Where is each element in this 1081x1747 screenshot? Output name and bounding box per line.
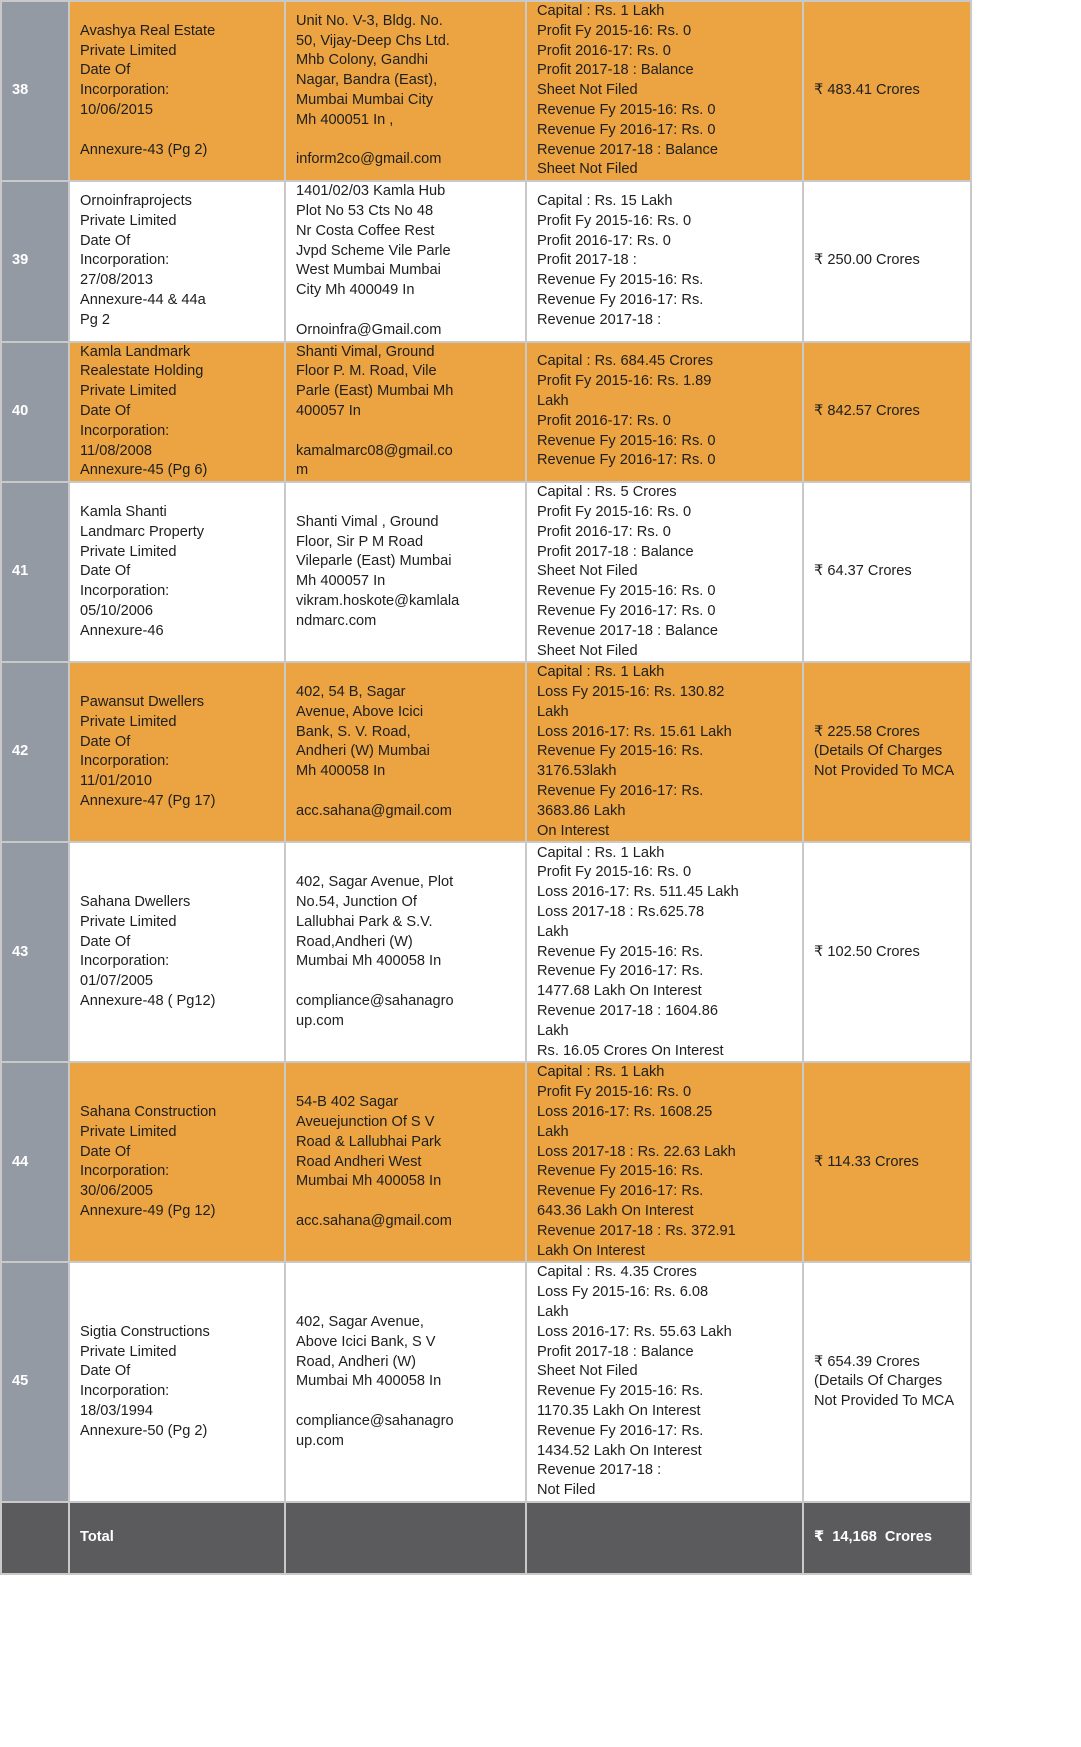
- row-number: 40: [1, 342, 69, 483]
- address-cell: 402, Sagar Avenue, Above Icici Bank, S V Road, Andheri (W) Mumbai Mh 400058 In compliance@sahanagro up.com: [285, 1262, 526, 1502]
- table-row: [1, 1062, 971, 1262]
- address-cell: Shanti Vimal, Ground Floor P. M. Road, Vile Parle (East) Mumbai Mh 400057 In kamalmarc08@gmail.co m: [285, 342, 526, 483]
- table-row: [1, 842, 971, 1062]
- row-number: 39: [1, 181, 69, 341]
- table-row: [1, 662, 971, 842]
- financials-cell: Capital : Rs. 1 Lakh Loss Fy 2015-16: Rs. 130.82 Lakh Loss 2016-17: Rs. 15.61 Lakh Revenue Fy 2015-16: Rs. 3176.53lakh Revenue Fy 2016-17: Rs. 3683.86 Lakh On Interest: [526, 662, 803, 842]
- amount-cell: ₹ 225.58 Crores (Details Of Charges Not Provided To MCA: [803, 662, 971, 842]
- company-details-cell: Sahana Dwellers Private Limited Date Of Incorporation: 01/07/2005 Annexure-48 ( Pg12): [69, 842, 285, 1062]
- amount-cell: ₹ 64.37 Crores: [803, 482, 971, 662]
- company-details-cell: Kamla Landmark Realestate Holding Private Limited Date Of Incorporation: 11/08/2008 Annexure-45 (Pg 6): [69, 342, 285, 483]
- financials-cell: Capital : Rs. 4.35 Crores Loss Fy 2015-16: Rs. 6.08 Lakh Loss 2016-17: Rs. 55.63 Lakh Profit 2017-18 : Balance Sheet Not Filed Revenue Fy 2015-16: Rs. 1170.35 Lakh On Interest Revenue Fy 2016-17: Rs. 1434.52 Lakh On Interest Revenue 2017-18 : Not Filed: [526, 1262, 803, 1502]
- row-number: 43: [1, 842, 69, 1062]
- row-number: 38: [1, 1, 69, 181]
- row-number: 41: [1, 482, 69, 662]
- total-empty-cell: [285, 1502, 526, 1574]
- address-cell: Unit No. V-3, Bldg. No. 50, Vijay-Deep Chs Ltd. Mhb Colony, Gandhi Nagar, Bandra (East), Mumbai Mumbai City Mh 400051 In , inform2co@gmail.com: [285, 1, 526, 181]
- table-row: [1, 1262, 971, 1502]
- row-number: 45: [1, 1262, 69, 1502]
- table-row: [1, 342, 971, 483]
- row-number: 44: [1, 1062, 69, 1262]
- financials-cell: Capital : Rs. 1 Lakh Profit Fy 2015-16: Rs. 0 Profit 2016-17: Rs. 0 Profit 2017-18 : Balance Sheet Not Filed Revenue Fy 2015-16: Rs. 0 Revenue Fy 2016-17: Rs. 0 Revenue 2017-18 : Balance Sheet Not Filed: [526, 1, 803, 181]
- address-cell: 402, 54 B, Sagar Avenue, Above Icici Bank, S. V. Road, Andheri (W) Mumbai Mh 400058 In acc.sahana@gmail.com: [285, 662, 526, 842]
- total-row: [1, 1502, 971, 1574]
- total-number-cell: [1, 1502, 69, 1574]
- table-row: [1, 1, 971, 181]
- financials-cell: Capital : Rs. 1 Lakh Profit Fy 2015-16: Rs. 0 Loss 2016-17: Rs. 1608.25 Lakh Loss 2017-18 : Rs. 22.63 Lakh Revenue Fy 2015-16: Rs. Revenue Fy 2016-17: Rs. 643.36 Lakh On Interest Revenue 2017-18 : Rs. 372.91 Lakh On Interest: [526, 1062, 803, 1262]
- financials-cell: Capital : Rs. 684.45 Crores Profit Fy 2015-16: Rs. 1.89 Lakh Profit 2016-17: Rs. 0 Revenue Fy 2015-16: Rs. 0 Revenue Fy 2016-17: Rs. 0: [526, 342, 803, 483]
- table-row: [1, 181, 971, 341]
- address-cell: 54-B 402 Sagar Aveuejunction Of S V Road & Lallubhai Park Road Andheri West Mumbai Mh 400058 In acc.sahana@gmail.com: [285, 1062, 526, 1262]
- company-details-cell: Pawansut Dwellers Private Limited Date Of Incorporation: 11/01/2010 Annexure-47 (Pg 17): [69, 662, 285, 842]
- total-empty-cell: [526, 1502, 803, 1574]
- financials-cell: Capital : Rs. 15 Lakh Profit Fy 2015-16: Rs. 0 Profit 2016-17: Rs. 0 Profit 2017-18 : Revenue Fy 2015-16: Rs. Revenue Fy 2016-17: Rs. Revenue 2017-18 :: [526, 181, 803, 341]
- amount-cell: ₹ 842.57 Crores: [803, 342, 971, 483]
- row-number: 42: [1, 662, 69, 842]
- amount-cell: ₹ 483.41 Crores: [803, 1, 971, 181]
- amount-cell: ₹ 654.39 Crores (Details Of Charges Not Provided To MCA: [803, 1262, 971, 1502]
- company-details-cell: Kamla Shanti Landmarc Property Private Limited Date Of Incorporation: 05/10/2006 Annexure-46: [69, 482, 285, 662]
- financials-cell: Capital : Rs. 1 Lakh Profit Fy 2015-16: Rs. 0 Loss 2016-17: Rs. 511.45 Lakh Loss 2017-18 : Rs.625.78 Lakh Revenue Fy 2015-16: Rs. Revenue Fy 2016-17: Rs. 1477.68 Lakh On Interest Revenue 2017-18 : 1604.86 Lakh Rs. 16.05 Crores On Interest: [526, 842, 803, 1062]
- table-row: [1, 482, 971, 662]
- address-cell: 402, Sagar Avenue, Plot No.54, Junction Of Lallubhai Park & S.V. Road,Andheri (W) Mumbai Mh 400058 In compliance@sahanagro up.com: [285, 842, 526, 1062]
- amount-cell: ₹ 102.50 Crores: [803, 842, 971, 1062]
- company-details-cell: Ornoinfraprojects Private Limited Date Of Incorporation: 27/08/2013 Annexure-44 & 44a Pg 2: [69, 181, 285, 341]
- amount-cell: ₹ 250.00 Crores: [803, 181, 971, 341]
- company-details-cell: Avashya Real Estate Private Limited Date Of Incorporation: 10/06/2015 Annexure-43 (Pg 2): [69, 1, 285, 181]
- company-details-cell: Sahana Construction Private Limited Date Of Incorporation: 30/06/2005 Annexure-49 (Pg 12): [69, 1062, 285, 1262]
- company-details-cell: Sigtia Constructions Private Limited Date Of Incorporation: 18/03/1994 Annexure-50 (Pg 2): [69, 1262, 285, 1502]
- total-label: Total: [69, 1502, 285, 1574]
- total-amount: ₹ 14,168 Crores: [803, 1502, 971, 1574]
- amount-cell: ₹ 114.33 Crores: [803, 1062, 971, 1262]
- address-cell: Shanti Vimal , Ground Floor, Sir P M Road Vileparle (East) Mumbai Mh 400057 In vikram.hoskote@kamlala ndmarc.com: [285, 482, 526, 662]
- financials-cell: Capital : Rs. 5 Crores Profit Fy 2015-16: Rs. 0 Profit 2016-17: Rs. 0 Profit 2017-18 : Balance Sheet Not Filed Revenue Fy 2015-16: Rs. 0 Revenue Fy 2016-17: Rs. 0 Revenue 2017-18 : Balance Sheet Not Filed: [526, 482, 803, 662]
- address-cell: 1401/02/03 Kamla Hub Plot No 53 Cts No 48 Nr Costa Coffee Rest Jvpd Scheme Vile Parle West Mumbai Mumbai City Mh 400049 In Ornoinfra@Gmail.com: [285, 181, 526, 341]
